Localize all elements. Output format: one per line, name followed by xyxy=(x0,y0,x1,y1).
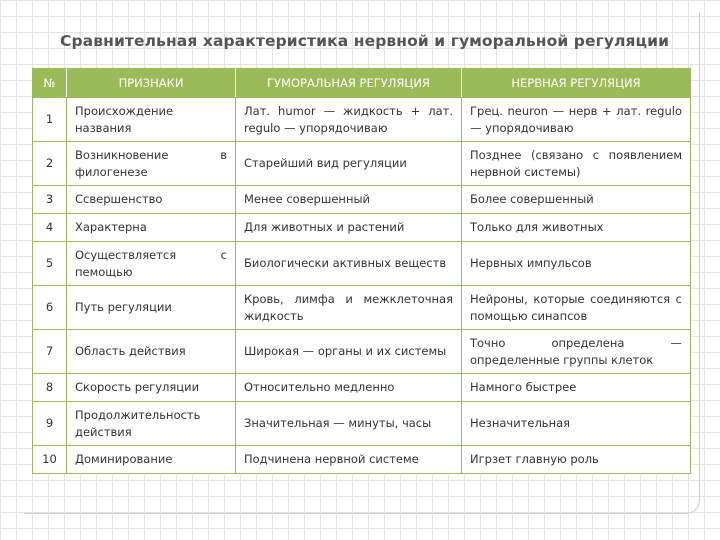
row-nervous: Точно определена — определенные группы клеток xyxy=(462,330,691,374)
row-nervous: Игрзет главную роль xyxy=(462,446,691,474)
row-sign: Происхождение названия xyxy=(67,98,236,142)
table-row xyxy=(33,446,691,474)
row-humoral: Лат. humor — жидкость + лат. regulo — упорядочиваю xyxy=(236,98,462,142)
page-title: Сравнительная характеристика нервной и гуморальной регуляции xyxy=(60,32,670,50)
header-humoral: ГУМОРАЛЬНАЯ РЕГУЛЯЦИЯ xyxy=(236,69,462,98)
table-row xyxy=(33,374,691,402)
row-humoral: Широкая — органы и их системы xyxy=(236,330,462,374)
row-humoral: Менее совершенный xyxy=(236,186,462,214)
row-number: 6 xyxy=(33,286,67,330)
table-header-row xyxy=(33,69,691,98)
row-number: 2 xyxy=(33,142,67,186)
row-sign: Характерна xyxy=(67,214,236,242)
row-number: 10 xyxy=(33,446,67,474)
row-sign: Ссвершенство xyxy=(67,186,236,214)
row-nervous: Нейроны, которые соединяются с помощью синапсов xyxy=(462,286,691,330)
row-number: 4 xyxy=(33,214,67,242)
table-row xyxy=(33,142,691,186)
table-row xyxy=(33,186,691,214)
row-humoral: Для животных и растений xyxy=(236,214,462,242)
header-number: № xyxy=(33,69,67,98)
row-sign: Осуществляется с пемощью xyxy=(67,242,236,286)
header-signs: ПРИЗНАКИ xyxy=(67,69,236,98)
table-row xyxy=(33,242,691,286)
row-sign: Продолжительность действия xyxy=(67,402,236,446)
row-humoral: Кровь, лимфа и межклеточная жидкость xyxy=(236,286,462,330)
row-nervous: Только для животных xyxy=(462,214,691,242)
row-humoral: Значительная — минуты, часы xyxy=(236,402,462,446)
row-number: 5 xyxy=(33,242,67,286)
row-humoral: Биологически активных веществ xyxy=(236,242,462,286)
table-row xyxy=(33,214,691,242)
header-nervous: НЕРВНАЯ РЕГУЛЯЦИЯ xyxy=(462,69,691,98)
row-nervous: Позднее (связано с появлением нервной системы) xyxy=(462,142,691,186)
row-sign: Область действия xyxy=(67,330,236,374)
table-row xyxy=(33,402,691,446)
comparison-table xyxy=(32,68,691,474)
table-row xyxy=(33,330,691,374)
row-number: 1 xyxy=(33,98,67,142)
row-nervous: Незначительная xyxy=(462,402,691,446)
row-nervous: Намного быстрее xyxy=(462,374,691,402)
row-sign: Скорость регуляции xyxy=(67,374,236,402)
row-sign: Путь регуляции xyxy=(67,286,236,330)
row-humoral: Относительно медленно xyxy=(236,374,462,402)
row-humoral: Старейший вид регуляции xyxy=(236,142,462,186)
row-sign: Возникновение в филогенезе xyxy=(67,142,236,186)
row-nervous: Грец. neuron — нерв + лат. regulo — упорядочиваю xyxy=(462,98,691,142)
row-number: 8 xyxy=(33,374,67,402)
row-number: 7 xyxy=(33,330,67,374)
row-sign: Доминирование xyxy=(67,446,236,474)
row-nervous: Нервных импульсов xyxy=(462,242,691,286)
row-number: 9 xyxy=(33,402,67,446)
table-row xyxy=(33,98,691,142)
row-number: 3 xyxy=(33,186,67,214)
row-humoral: Подчинена нервной системе xyxy=(236,446,462,474)
row-nervous: Более совершенный xyxy=(462,186,691,214)
table-row xyxy=(33,286,691,330)
